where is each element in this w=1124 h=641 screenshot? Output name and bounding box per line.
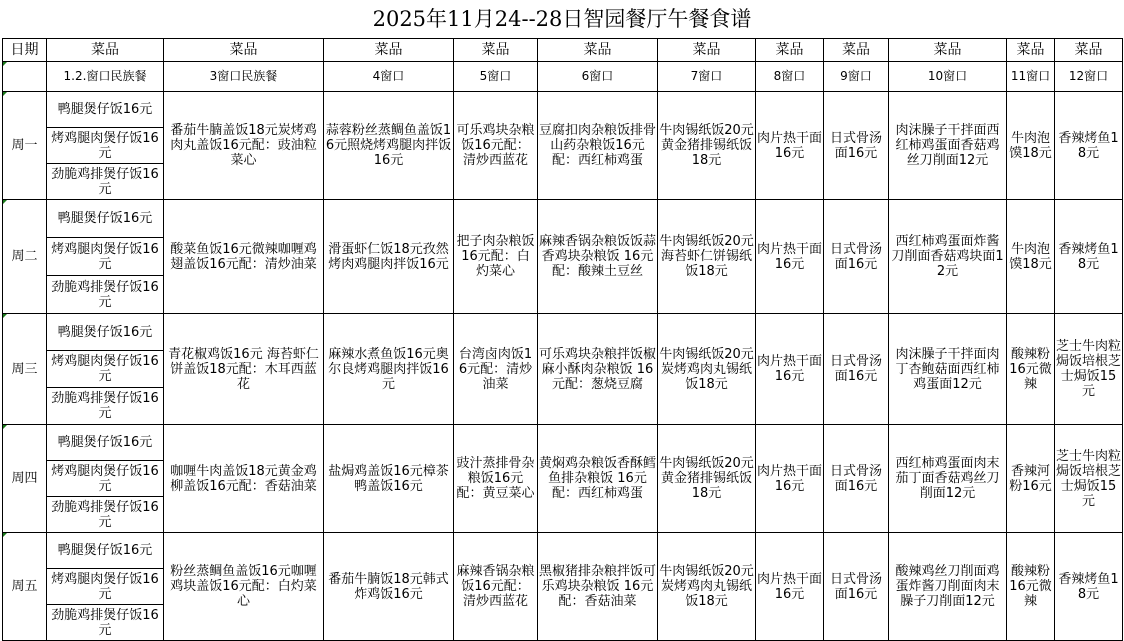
claypot-item: 烤鸡腿肉煲仔饭16元 [47, 238, 164, 276]
dish-cell-w6: 黄焖鸡杂粮饭香酥鳕鱼排杂粮饭 16元配：西红柿鸡蛋 [538, 425, 658, 533]
window-label: 12窗口 [1055, 62, 1123, 92]
dish-cell-w4: 盐焗鸡盖饭16元樟茶鸭盖饭16元 [324, 425, 454, 533]
dish-cell-w5: 可乐鸡块杂粮饭16元配：清炒西蓝花 [454, 92, 538, 200]
header-row [3, 39, 1123, 62]
header-cell: 菜品 [824, 39, 889, 62]
claypot-item: 烤鸡腿肉煲仔饭16元 [47, 569, 164, 605]
dish-cell-w10: 西红柿鸡蛋面肉末茄丁面香菇鸡丝刀削面12元 [889, 425, 1007, 533]
dish-cell-w12b: 香辣烤鱼18元 [1055, 92, 1123, 200]
day-label: 周一 [3, 92, 47, 200]
claypot-item: 鸭腿煲仔饭16元 [47, 533, 164, 569]
header-cell: 日期 [3, 39, 47, 62]
dish-cell-w3: 青花椒鸡饭16元 海苔虾仁饼盖饭18元配：木耳西蓝花 [164, 314, 324, 425]
corner-marker [3, 314, 7, 318]
dish-cell-w11: 酸辣粉16元微辣 [1007, 314, 1055, 425]
table-row [3, 533, 1123, 569]
claypot-item: 劲脆鸡排煲仔饭16元 [47, 497, 164, 533]
claypot-item: 鸭腿煲仔饭16元 [47, 92, 164, 128]
dish-cell-w3: 番茄牛腩盖饭18元炭烤鸡肉丸盖饭16元配：豉油粒菜心 [164, 92, 324, 200]
dish-cell-w11: 牛肉泡馍18元 [1007, 92, 1055, 200]
dish-cell-w12b: 香辣烤鱼18元 [1055, 200, 1123, 314]
dish-cell-w8: 肉片热干面16元 [756, 92, 824, 200]
dish-cell-w4: 滑蛋虾仁饭18元孜然烤肉鸡腿肉拌饭16元 [324, 200, 454, 314]
dish-cell-w8: 肉片热干面16元 [756, 200, 824, 314]
page-title: 2025年11月24--28日智园餐厅午餐食谱 [372, 7, 752, 31]
corner-marker [3, 533, 7, 537]
dish-cell-w12b: 香辣烤鱼18元 [1055, 533, 1123, 641]
dish-cell-w10: 西红柿鸡蛋面炸酱刀削面香菇鸡块面12元 [889, 200, 1007, 314]
dish-cell-w12b: 芝士牛肉粒焗饭培根芝士焗饭15元 [1055, 425, 1123, 533]
dish-cell-w8: 肉片热干面16元 [756, 314, 824, 425]
dish-cell-w9: 日式骨汤面16元 [824, 92, 889, 200]
claypot-item: 鸭腿煲仔饭16元 [47, 200, 164, 238]
dish-cell-w9: 日式骨汤面16元 [824, 200, 889, 314]
dish-cell-w9: 日式骨汤面16元 [824, 425, 889, 533]
window-label: 4窗口 [324, 62, 454, 92]
window-label: 8窗口 [756, 62, 824, 92]
dish-cell-w11: 酸辣粉16元微辣 [1007, 533, 1055, 641]
header-cell: 菜品 [164, 39, 324, 62]
table-row [3, 425, 1123, 461]
dish-cell-w6: 可乐鸡块杂粮拌饭椒麻小酥肉杂粮饭 16元配：葱烧豆腐 [538, 314, 658, 425]
window-label: 7窗口 [658, 62, 756, 92]
dish-cell-w10: 肉沫臊子干拌面肉丁杏鲍菇面西红柿鸡蛋面12元 [889, 314, 1007, 425]
claypot-item: 劲脆鸡排煲仔饭16元 [47, 276, 164, 314]
header-cell: 菜品 [538, 39, 658, 62]
claypot-item: 鸭腿煲仔饭16元 [47, 314, 164, 351]
window-label: 1.2.窗口民族餐 [47, 62, 164, 92]
corner-marker [3, 62, 7, 66]
dish-cell-w8: 肉片热干面16元 [756, 425, 824, 533]
dish-cell-w7: 牛肉锡纸饭20元炭烤鸡肉丸锡纸饭18元 [658, 533, 756, 641]
dish-cell-w5: 台湾卤肉饭16元配：清炒油菜 [454, 314, 538, 425]
dish-cell-w3: 咖喱牛肉盖饭18元黄金鸡柳盖饭16元配：香菇油菜 [164, 425, 324, 533]
header-cell: 菜品 [1007, 39, 1055, 62]
day-label: 周二 [3, 200, 47, 314]
table-row [3, 200, 1123, 238]
dish-cell-w4: 麻辣水煮鱼饭16元奥尔良烤鸡腿肉拌饭16元 [324, 314, 454, 425]
table-row [3, 314, 1123, 351]
window-label: 9窗口 [824, 62, 889, 92]
dish-cell-w3: 粉丝蒸鲷鱼盖饭16元咖喱鸡块盖饭16元配：白灼菜心 [164, 533, 324, 641]
dish-cell-w3: 酸菜鱼饭16元微辣咖喱鸡翅盖饭16元配：清炒油菜 [164, 200, 324, 314]
claypot-item: 烤鸡腿肉煲仔饭16元 [47, 128, 164, 164]
header-cell: 菜品 [889, 39, 1007, 62]
dish-cell-w7: 牛肉锡纸饭20元黄金猪排锡纸饭18元 [658, 425, 756, 533]
dish-cell-w7: 牛肉锡纸饭20元黄金猪排锡纸饭18元 [658, 92, 756, 200]
claypot-item: 烤鸡腿肉煲仔饭16元 [47, 461, 164, 497]
dish-cell-w12b: 芝士牛肉粒焗饭培根芝士焗饭15元 [1055, 314, 1123, 425]
corner-marker [3, 425, 7, 429]
claypot-item: 烤鸡腿肉煲仔饭16元 [47, 351, 164, 388]
corner-marker [3, 200, 7, 204]
dish-cell-w7: 牛肉锡纸饭20元海苔虾仁饼锡纸饭18元 [658, 200, 756, 314]
header-cell: 菜品 [756, 39, 824, 62]
dish-cell-w10: 肉沫臊子干拌面西红柿鸡蛋面香菇鸡丝刀削面12元 [889, 92, 1007, 200]
claypot-item: 劲脆鸡排煲仔饭16元 [47, 605, 164, 641]
window-label: 6窗口 [538, 62, 658, 92]
claypot-item: 劲脆鸡排煲仔饭16元 [47, 388, 164, 425]
dish-cell-w9: 日式骨汤面16元 [824, 533, 889, 641]
header-cell: 菜品 [658, 39, 756, 62]
dish-cell-w11: 香辣河粉16元 [1007, 425, 1055, 533]
window-label: 11窗口 [1007, 62, 1055, 92]
dish-cell-w10: 酸辣鸡丝刀削面鸡蛋炸酱刀削面肉末臊子刀削面12元 [889, 533, 1007, 641]
dish-cell-w5: 麻辣香锅杂粮饭16元配：清炒西蓝花 [454, 533, 538, 641]
window-row [3, 62, 1123, 92]
empty-cell [3, 62, 47, 92]
dish-cell-w7: 牛肉锡纸饭20元炭烤鸡肉丸锡纸饭18元 [658, 314, 756, 425]
claypot-item: 鸭腿煲仔饭16元 [47, 425, 164, 461]
dish-cell-w5: 豉汁蒸排骨杂粮饭16元配：黄豆菜心 [454, 425, 538, 533]
menu-table [2, 38, 1123, 641]
header-cell: 菜品 [47, 39, 164, 62]
header-cell: 菜品 [1055, 39, 1123, 62]
dish-cell-w8: 肉片热干面16元 [756, 533, 824, 641]
dish-cell-w9: 日式骨汤面16元 [824, 314, 889, 425]
dish-cell-w11: 牛肉泡馍18元 [1007, 200, 1055, 314]
header-cell: 菜品 [454, 39, 538, 62]
day-label: 周四 [3, 425, 47, 533]
dish-cell-w6: 麻辣香锅杂粮饭饭蒜香鸡块杂粮饭 16元配：酸辣土豆丝 [538, 200, 658, 314]
dish-cell-w6: 豆腐扣肉杂粮饭排骨山药杂粮饭16元配：西红柿鸡蛋 [538, 92, 658, 200]
dish-cell-w5: 把子肉杂粮饭16元配：白灼菜心 [454, 200, 538, 314]
day-label: 周三 [3, 314, 47, 425]
dish-cell-w4: 蒜蓉粉丝蒸鲷鱼盖饭16元照烧烤鸡腿肉拌饭16元 [324, 92, 454, 200]
window-label: 10窗口 [889, 62, 1007, 92]
header-cell: 菜品 [324, 39, 454, 62]
dish-cell-w4: 番茄牛腩饭18元韩式炸鸡饭16元 [324, 533, 454, 641]
claypot-item: 劲脆鸡排煲仔饭16元 [47, 164, 164, 200]
day-label: 周五 [3, 533, 47, 641]
dish-cell-w6: 黑椒猪排杂粮拌饭可乐鸡块杂粮饭 16元配：香菇油菜 [538, 533, 658, 641]
window-label: 3窗口民族餐 [164, 62, 324, 92]
table-row [3, 92, 1123, 128]
window-label: 5窗口 [454, 62, 538, 92]
corner-marker [3, 92, 7, 96]
